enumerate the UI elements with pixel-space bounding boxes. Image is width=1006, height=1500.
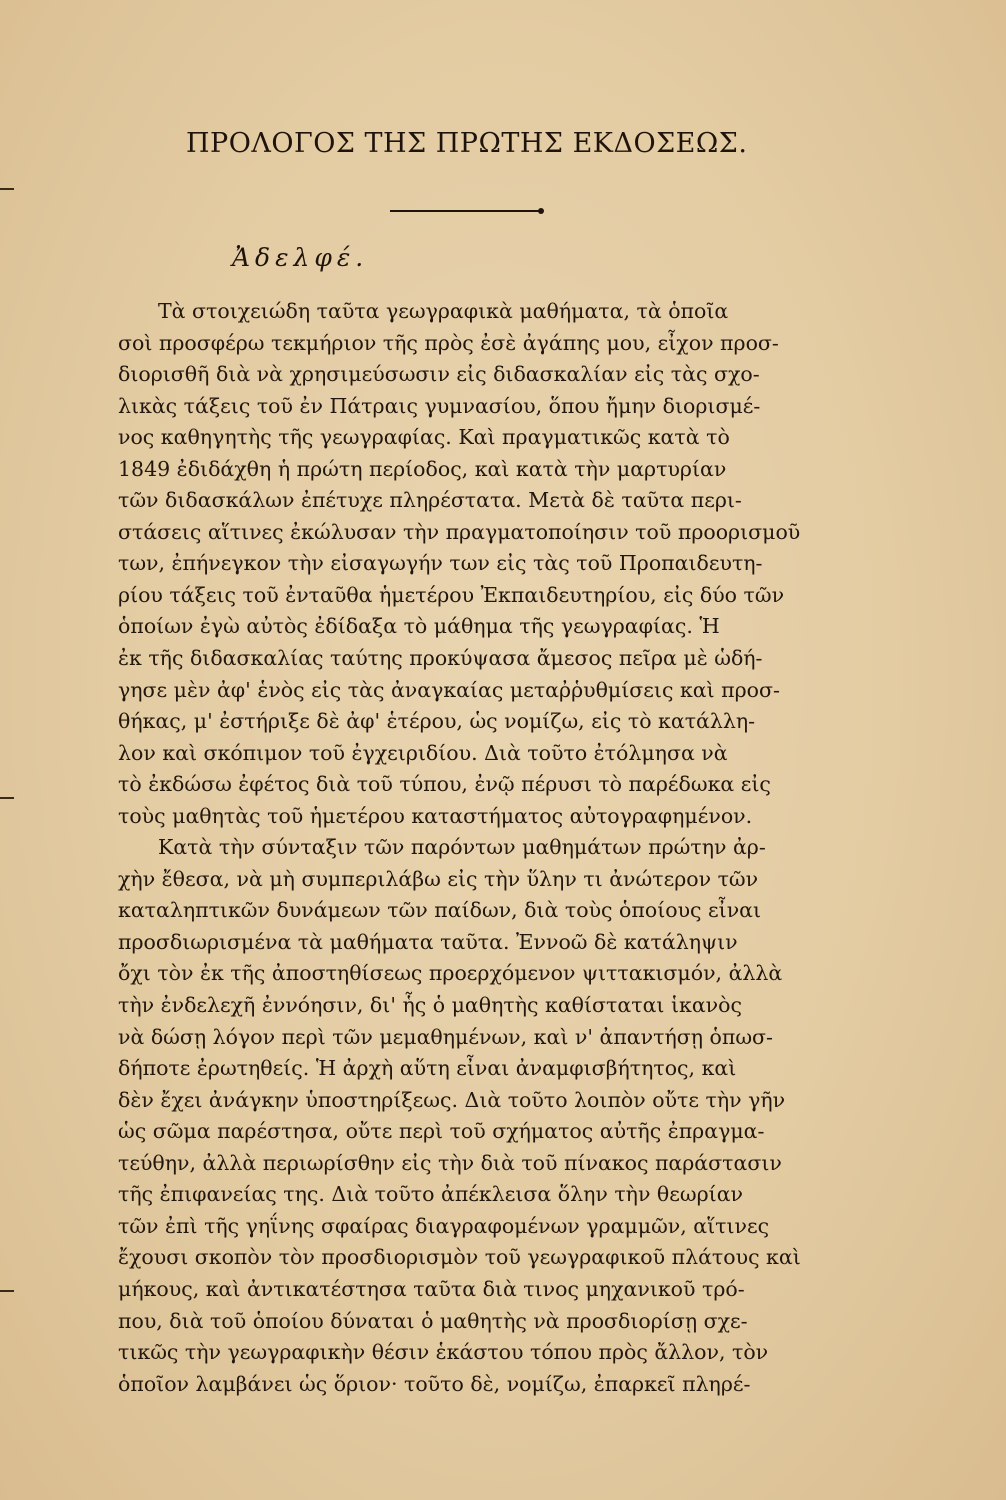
text-line: λικὰς τάξεις τοῦ ἐν Πάτραις γυμνασίου, ὅπου ἤμην διορισμέ- [118,393,761,418]
text-line: τεύθην, ἀλλὰ περιωρίσθην εἰς τὴν διὰ τοῦ πίνακος παράστασιν [118,1150,782,1175]
text-line: ρίου τάξεις τοῦ ἐνταῦθα ἡμετέρου Ἐκπαιδευτηρίου, εἰς δύο τῶν [118,582,785,607]
binding-mark [0,188,14,190]
text-line: νὰ δώσῃ λόγον περὶ τῶν μεμαθημένων, καὶ ν' ἀπαντήσῃ ὁπωσ- [118,1024,773,1049]
text-line: ἔχουσι σκοπὸν τὸν προσδιορισμὸν τοῦ γεωγραφικοῦ πλάτους καὶ [118,1245,801,1270]
body-text [118,296,908,1400]
text-line: τοὺς μαθητὰς τοῦ ἡμετέρου καταστήματος αὐτογραφημένον. [118,803,753,828]
text-line: προσδιωρισμένα τὰ μαθήματα ταῦτα. Ἐννοῶ δὲ κατάληψιν [118,929,738,954]
text-line: τικῶς τὴν γεωγραφικὴν θέσιν ἑκάστου τόπου πρὸς ἄλλον, τὸν [118,1340,769,1365]
text-line: χὴν ἔθεσα, νὰ μὴ συμπεριλάβω εἰς τὴν ὕλην τι ἀνώτερον τῶν [118,866,759,891]
text-line: τῶν διδασκάλων ἐπέτυχε πληρέστατα. Μετὰ δὲ ταῦτα περι- [118,488,742,513]
text-line: τὴν ἐνδελεχῆ ἐννόησιν, δι' ἧς ὁ μαθητὴς καθίσταται ἱκανὸς [118,993,742,1018]
binding-mark [0,1290,14,1292]
text-line: θήκας, μ' ἐστήριξε δὲ ἀφ' ἑτέρου, ὡς νομίζω, εἰς τὸ κατάλλη- [118,709,756,734]
text-line: τῆς ἐπιφανείας της. Διὰ τοῦτο ἀπέκλεισα ὅλην τὴν θεωρίαν [118,1182,743,1207]
text-line: δήποτε ἐρωτηθείς. Ἡ ἀρχὴ αὕτη εἶναι ἀναμφισβήτητος, καὶ [118,1056,737,1081]
text-line: δὲν ἔχει ἀνάγκην ὑποστηρίξεως. Διὰ τοῦτο λοιπὸν οὔτε τὴν γῆν [118,1087,786,1112]
title-divider [390,210,540,212]
page-title: ΠΡΟΛΟΓΟΣ ΤΗΣ ΠΡΩΤΗΣ ΕΚΔΟΣΕΩΣ. [186,128,748,159]
text-line: ὁποῖον λαμβάνει ὡς ὅριον· τοῦτο δὲ, νομίζω, ἐπαρκεῖ πληρέ- [118,1371,751,1396]
text-line: ἐκ τῆς διδασκαλίας ταύτης προκύψασα ἄμεσος πεῖρα μὲ ὡδή- [118,646,763,671]
text-line: τῶν ἐπὶ τῆς γηΐνης σφαίρας διαγραφομένων γραμμῶν, αἵτινες [118,1213,770,1238]
text-line: ὁποίων ἐγὼ αὐτὸς ἐδίδαξα τὸ μάθημα τῆς γεωγραφίας. Ἡ [118,614,720,639]
text-line: ὡς σῶμα παρέστησα, οὔτε περὶ τοῦ σχήματος αὐτῆς ἐπραγμα- [118,1119,765,1144]
binding-mark [0,797,14,799]
text-line: καταληπτικῶν δυνάμεων τῶν παίδων, διὰ τοὺς ὁποίους εἶναι [118,898,762,923]
text-line: των, ἐπήνεγκον τὴν εἰσαγωγήν των εἰς τὰς τοῦ Προπαιδευτη- [118,551,763,576]
text-line: τὸ ἐκδώσω ἐφέτος διὰ τοῦ τύπου, ἐνῷ πέρυσι τὸ παρέδωκα εἰς [118,772,771,797]
salutation: Ἀδελφέ. [232,243,369,272]
text-line: γησε μὲν ἀφ' ἑνὸς εἰς τὰς ἀναγκαίας μεταῤῥυθμίσεις καὶ προσ- [118,677,780,702]
text-line: μήκους, καὶ ἀντικατέστησα ταῦτα διὰ τινος μηχανικοῦ τρό- [118,1276,745,1301]
text-line: ὄχι τὸν ἐκ τῆς ἀποστηθίσεως προερχόμενον ψιττακισμόν, ἀλλὰ [118,961,783,986]
text-line: λον καὶ σκόπιμον τοῦ ἐγχειριδίου. Διὰ τοῦτο ἐτόλμησα νὰ [118,740,728,765]
text-line: που, διὰ τοῦ ὁποίου δύναται ὁ μαθητὴς νὰ προσδιορίσῃ σχε- [118,1308,748,1333]
text-line: νος καθηγητὴς τῆς γεωγραφίας. Καὶ πραγματικῶς κατὰ τὸ [118,425,730,450]
text-line: σοὶ προσφέρω τεκμήριον τῆς πρὸς ἐσὲ ἀγάπης μου, εἶχον προσ- [118,330,779,355]
text-line: στάσεις αἵτινες ἐκώλυσαν τὴν πραγματοποίησιν τοῦ προορισμοῦ [118,519,801,544]
text-line: 1849 ἐδιδάχθη ἡ πρώτη περίοδος, καὶ κατὰ τὴν μαρτυρίαν [118,456,727,481]
text-line: Κατὰ τὴν σύνταξιν τῶν παρόντων μαθημάτων πρώτην ἀρ- [158,835,766,860]
text-line: διορισθῆ διὰ νὰ χρησιμεύσωσιν εἰς διδασκαλίαν εἰς τὰς σχο- [118,362,760,387]
text-line: Τὰ στοιχειώδη ταῦτα γεωγραφικὰ μαθήματα, τὰ ὁποῖα [158,299,729,323]
